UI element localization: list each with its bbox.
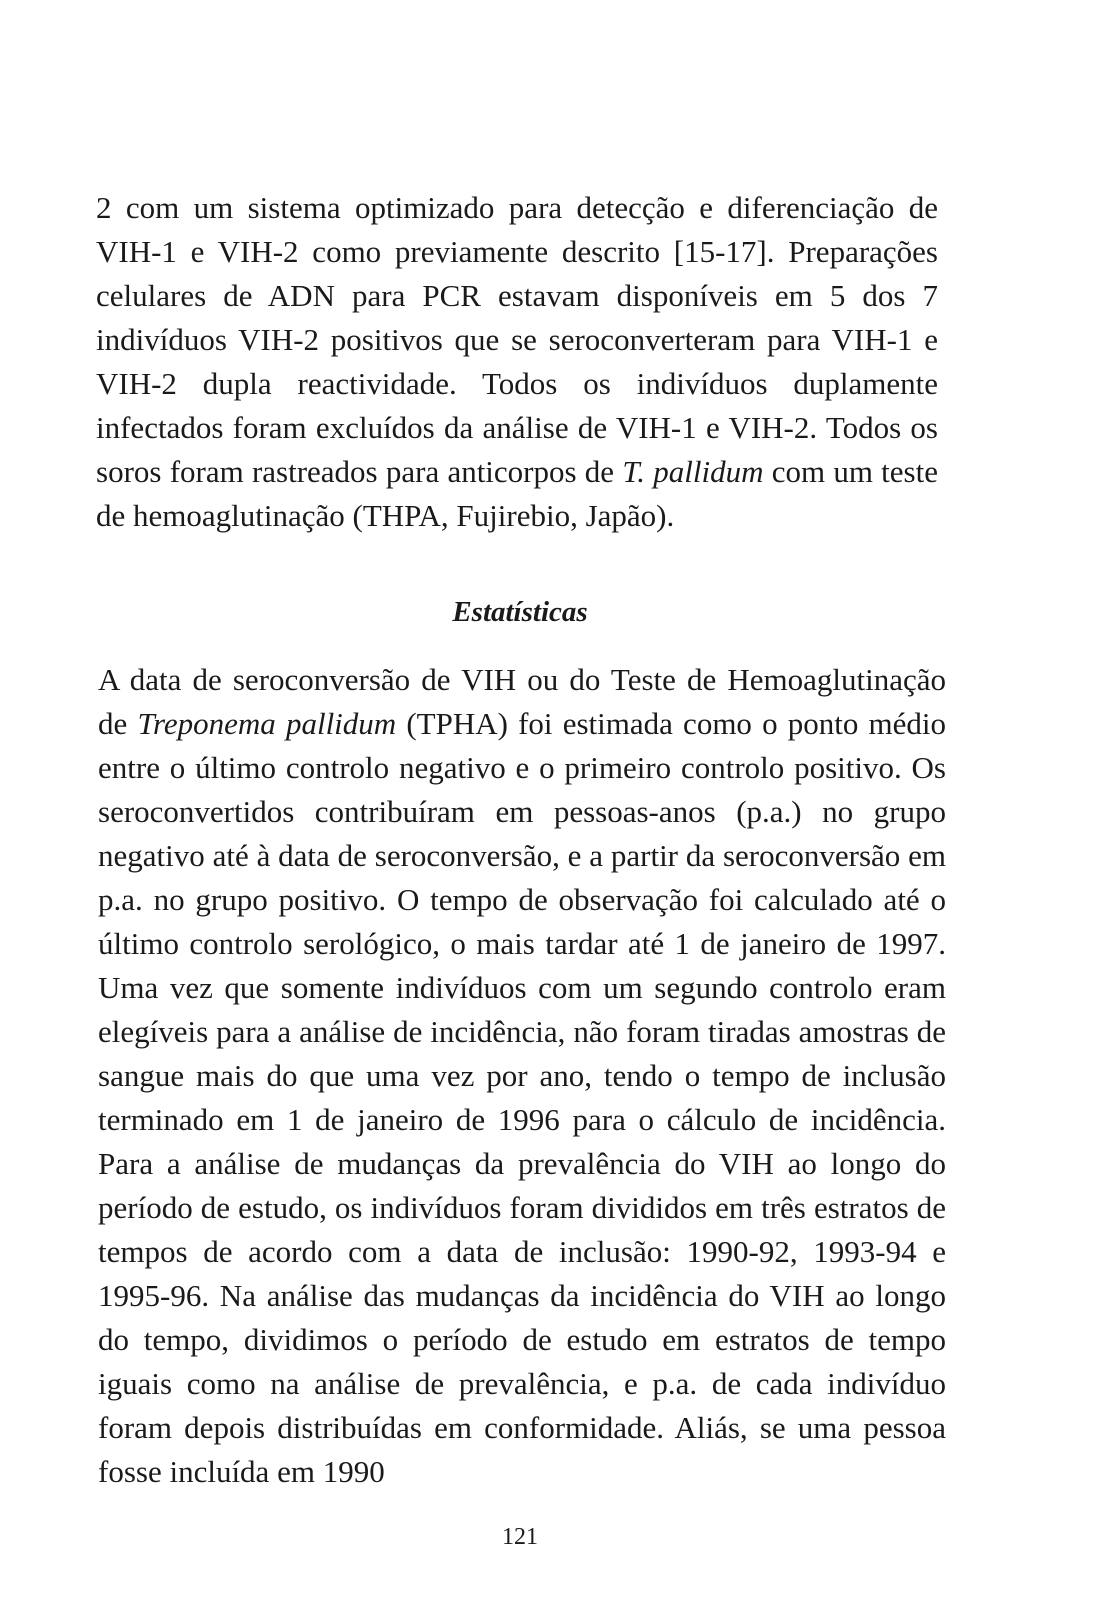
page-number: 121 bbox=[502, 1524, 538, 1550]
paragraph-statistics bbox=[98, 658, 946, 1494]
paragraph-methods-continued bbox=[96, 186, 938, 538]
paragraph-1-italic-species: T. pallidum bbox=[622, 454, 764, 489]
section-heading: Estatísticas bbox=[452, 596, 588, 628]
paragraph-2-text-b: (TPHA) foi estimada como o ponto médio entre o último controlo negativo e o primeiro controlo positivo. Os seroconvertidos contribuíram em pessoas-anos (p.a.) no grupo negativo até à data de seroconversão, e a partir da seroconversão em p.a. no grupo positivo. O tempo de observação foi calculado até o último controlo serológico, o mais tardar até 1 de janeiro de 1997. Uma vez que somente indivíduos com um segundo controlo eram elegíveis para a análise de incidência, não foram tiradas amostras de sangue mais do que uma vez por ano, tendo o tempo de inclusão terminado em 1 de janeiro de 1996 para o cálculo de incidência. Para a análise de mudanças da prevalência do VIH ao longo do período de estudo, os indivíduos foram divididos em três estratos de tempos de acordo com a data de inclusão: 1990-92, 1993-94 e 1995-96. Na análise das mudanças da incidência do VIH ao longo do tempo, dividimos o período de estudo em estratos de tempo iguais como na análise de prevalência, e p.a. de cada indivíduo foram depois distribuídas em conformidade. Aliás, se uma pessoa fosse incluída em 1990 bbox=[98, 706, 947, 1489]
paragraph-2-text-a: A data de seroconversão de VIH ou do Teste de Hemoaglutinação de bbox=[98, 662, 946, 741]
paragraph-1-text-b: com um teste de hemoaglutinação (THPA, Fujirebio, Japão). bbox=[96, 454, 938, 533]
paragraph-1-text-a: 2 com um sistema optimizado para detecção e diferenciação de VIH-1 e VIH-2 como previamente descrito [15-17]. Preparações celulares de ADN para PCR estavam disponíveis em 5 dos 7 indivíduos VIH-2 positivos que se seroconverteram para VIH-1 e VIH-2 dupla reactividade. Todos os indivíduos duplamente infectados foram excluídos da análise de VIH-1 e VIH-2. Todos os soros foram rastreados para anticorpos de bbox=[96, 190, 938, 489]
paragraph-2-italic-species: Treponema pallidum bbox=[137, 706, 397, 741]
